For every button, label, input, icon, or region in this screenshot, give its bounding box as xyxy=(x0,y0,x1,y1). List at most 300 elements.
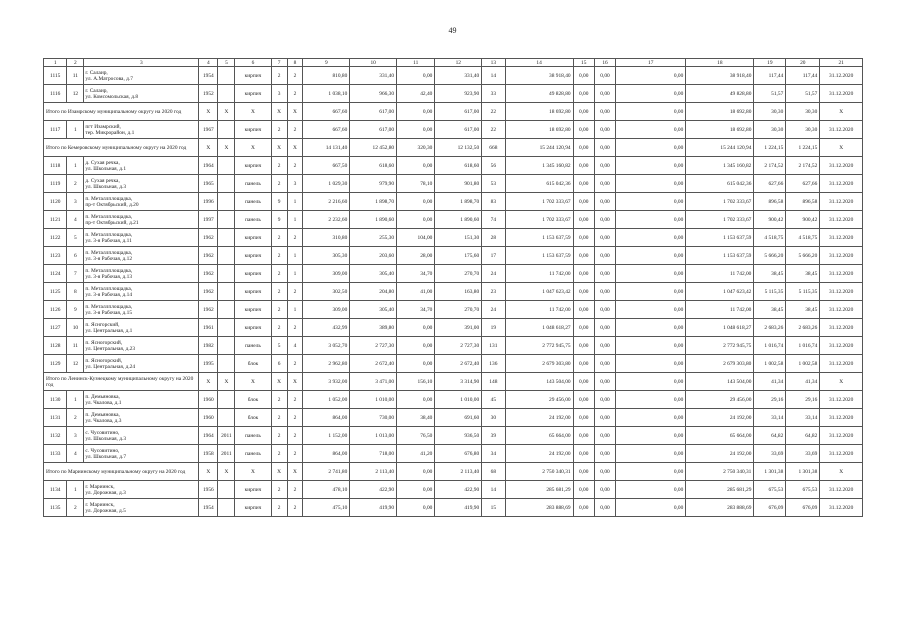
table-row xyxy=(44,121,863,139)
table-cell: 2 xyxy=(287,319,303,337)
table-cell: 33,14 xyxy=(786,409,820,427)
table-cell: 2 772 945,75 xyxy=(686,337,754,355)
table-cell: 0,00 xyxy=(397,337,435,355)
table-cell: 1 016,74 xyxy=(754,337,786,355)
table-cell: 1 xyxy=(67,481,84,499)
table-cell: 2 xyxy=(287,229,303,247)
table-row xyxy=(44,247,863,265)
subtotal-label: Итого по Ленинск-Кузнецкому муниципальному округу на 2020 год xyxy=(44,373,199,391)
table-cell xyxy=(218,409,235,427)
table-cell: 432,99 xyxy=(303,319,350,337)
table-cell: 3 xyxy=(67,427,84,445)
table-cell: 0,00 xyxy=(397,67,435,85)
table-cell: 2 672,40 xyxy=(435,355,482,373)
table-row xyxy=(44,265,863,283)
table-cell: 31.12.2020 xyxy=(820,247,863,265)
table-cell: 34 xyxy=(482,445,505,463)
table-cell: 305,40 xyxy=(350,301,397,319)
table-cell: 331,40 xyxy=(435,67,482,85)
table-cell: 31.12.2020 xyxy=(820,265,863,283)
table-cell: 64,82 xyxy=(754,427,786,445)
table-cell: 38,45 xyxy=(754,265,786,283)
table-cell: 0,00 xyxy=(594,499,615,517)
table-cell: 41,20 xyxy=(397,445,435,463)
subtotal-cell: 667,60 xyxy=(303,103,350,121)
subtotal-cell: X xyxy=(199,139,218,157)
subtotal-cell: X xyxy=(235,373,271,391)
column-number-cell: 13 xyxy=(482,59,505,67)
table-cell: 1120 xyxy=(44,193,67,211)
table-cell: 0,00 xyxy=(594,283,615,301)
table-cell: 1124 xyxy=(44,265,67,283)
table-cell: 0,00 xyxy=(573,301,594,319)
table-cell: 1 xyxy=(67,121,84,139)
column-number-cell: 19 xyxy=(754,59,786,67)
table-cell: 1122 xyxy=(44,229,67,247)
address-cell: п. Яснгорский, ул. Центральная, д.1 xyxy=(84,319,199,337)
subtotal-cell: 143 504,00 xyxy=(686,373,754,391)
table-cell: 33 xyxy=(482,85,505,103)
subtotal-cell: 30,30 xyxy=(786,103,820,121)
subtotal-row xyxy=(44,463,863,481)
table-cell: 0,00 xyxy=(397,193,435,211)
table-cell: 615 042,36 xyxy=(686,175,754,193)
table-cell: 1 010,00 xyxy=(435,391,482,409)
table-cell: 1115 xyxy=(44,67,67,85)
table-cell: 0,00 xyxy=(594,337,615,355)
subtotal-cell: 0,00 xyxy=(594,103,615,121)
table-cell: 0,00 xyxy=(594,445,615,463)
table-cell xyxy=(218,265,235,283)
subtotal-cell: 0,00 xyxy=(616,139,686,157)
column-number-cell: 12 xyxy=(435,59,482,67)
table-cell: 5 xyxy=(67,229,84,247)
table-cell: 5 115,35 xyxy=(786,283,820,301)
table-cell: 2 727,30 xyxy=(435,337,482,355)
table-cell: панель xyxy=(235,211,271,229)
table-cell: 31.12.2020 xyxy=(820,355,863,373)
table-cell: 2 xyxy=(271,283,287,301)
table-cell: 3 052,70 xyxy=(303,337,350,355)
table-cell: 5 xyxy=(271,337,287,355)
address-cell: п. Ясногорский, ул. Центральная, д.23 xyxy=(84,337,199,355)
subtotal-cell: 0,00 xyxy=(594,463,615,481)
table-cell xyxy=(218,247,235,265)
subtotal-cell: 2 113,40 xyxy=(350,463,397,481)
table-cell: 1967 xyxy=(199,121,218,139)
table-cell: 718,00 xyxy=(350,445,397,463)
subtotal-cell: 0,00 xyxy=(573,139,594,157)
table-cell: 7 xyxy=(67,265,84,283)
table-cell: 24 192,00 xyxy=(505,445,573,463)
table-cell: 38,40 xyxy=(397,409,435,427)
table-cell xyxy=(218,211,235,229)
table-cell xyxy=(218,175,235,193)
subtotal-cell: X xyxy=(287,139,303,157)
table-cell: кирпич xyxy=(235,319,271,337)
table-cell: кирпич xyxy=(235,67,271,85)
subtotal-cell: X xyxy=(218,103,235,121)
table-cell: 667,50 xyxy=(303,157,350,175)
subtotal-label: Итого по Кемеровскому муниципальному округу на 2020 год xyxy=(44,139,199,157)
table-cell: 0,00 xyxy=(594,67,615,85)
table-cell xyxy=(218,481,235,499)
subtotal-cell: X xyxy=(235,463,271,481)
column-number-cell: 16 xyxy=(594,59,615,67)
address-cell: г. Салаир, ул. А.Матросова, д.7 xyxy=(84,67,199,85)
table-cell: 1121 xyxy=(44,211,67,229)
table-row xyxy=(44,391,863,409)
table-cell: 136 xyxy=(482,355,505,373)
table-cell: 617,00 xyxy=(435,121,482,139)
table-cell: 285 681,29 xyxy=(505,481,573,499)
subtotal-cell: 148 xyxy=(482,373,505,391)
table-cell: 1952 xyxy=(199,85,218,103)
table-cell: 285 681,29 xyxy=(686,481,754,499)
table-cell: 38,45 xyxy=(786,265,820,283)
table-cell: 283 888,69 xyxy=(505,499,573,517)
table-cell: 0,00 xyxy=(573,445,594,463)
table-cell: 0,00 xyxy=(397,481,435,499)
table-cell: кирпич xyxy=(235,247,271,265)
table-cell: 1995 xyxy=(199,355,218,373)
table-cell: 11 742,00 xyxy=(686,265,754,283)
table-row xyxy=(44,211,863,229)
subtotal-row xyxy=(44,103,863,121)
table-cell: 24 192,00 xyxy=(505,409,573,427)
subtotal-cell: 0,00 xyxy=(573,103,594,121)
table-cell: 936,50 xyxy=(435,427,482,445)
table-cell xyxy=(218,229,235,247)
table-cell: 0,00 xyxy=(573,355,594,373)
table-cell: 1 345 160,82 xyxy=(686,157,754,175)
column-number-cell: 3 xyxy=(84,59,199,67)
table-cell: 1 345 160,82 xyxy=(505,157,573,175)
table-cell: 0,00 xyxy=(573,229,594,247)
table-cell: 0,00 xyxy=(594,193,615,211)
table-cell: кирпич xyxy=(235,85,271,103)
table-cell: 64,82 xyxy=(786,427,820,445)
table-cell: 730,00 xyxy=(350,409,397,427)
table-cell xyxy=(218,337,235,355)
table-cell xyxy=(218,391,235,409)
table-cell: 1134 xyxy=(44,481,67,499)
subtotal-cell: 1 224,15 xyxy=(754,139,786,157)
table-cell: 419,90 xyxy=(435,499,482,517)
table-cell: 0,00 xyxy=(616,409,686,427)
subtotal-cell: 2 741,80 xyxy=(303,463,350,481)
table-cell: 2 xyxy=(287,85,303,103)
table-cell: 11 xyxy=(67,67,84,85)
table-cell xyxy=(218,121,235,139)
address-cell: п. Металлплощадка, пр-т Октябрьский, д.20 xyxy=(84,193,199,211)
table-cell: блок xyxy=(235,391,271,409)
table-cell: 1 002,58 xyxy=(786,355,820,373)
table-cell: 2 772 945,75 xyxy=(505,337,573,355)
table-cell: 1962 xyxy=(199,283,218,301)
subtotal-cell: 1 224,15 xyxy=(786,139,820,157)
table-cell: 2 216,60 xyxy=(303,193,350,211)
table-cell: 5 666,20 xyxy=(754,247,786,265)
table-cell: 1 xyxy=(287,193,303,211)
table-cell: 0,00 xyxy=(616,391,686,409)
table-cell: 29 456,00 xyxy=(505,391,573,409)
table-cell: 28,00 xyxy=(397,247,435,265)
table-cell: 31.12.2020 xyxy=(820,319,863,337)
table-cell: 1 xyxy=(287,211,303,229)
table-cell: 1 702 333,67 xyxy=(686,211,754,229)
table-cell: 31.12.2020 xyxy=(820,211,863,229)
subtotal-cell: X xyxy=(820,373,863,391)
table-cell xyxy=(218,355,235,373)
table-cell: 1 898,70 xyxy=(435,193,482,211)
table-cell: 0,00 xyxy=(616,301,686,319)
table-cell: 0,00 xyxy=(594,121,615,139)
table-row xyxy=(44,85,863,103)
table-cell: 33,69 xyxy=(754,445,786,463)
column-number-cell: 14 xyxy=(505,59,573,67)
table-cell: 4 xyxy=(67,445,84,463)
table-cell xyxy=(218,157,235,175)
subtotal-cell: 18 692,80 xyxy=(505,103,573,121)
table-cell: 1 048 618,27 xyxy=(686,319,754,337)
subtotal-cell: 0,00 xyxy=(616,373,686,391)
table-cell: 24 xyxy=(482,265,505,283)
table-cell: 163,80 xyxy=(435,283,482,301)
subtotal-cell: 668 xyxy=(482,139,505,157)
address-cell: п. Металлплощадка, ул. 3-я Рабочая, д.15 xyxy=(84,301,199,319)
table-row xyxy=(44,481,863,499)
table-cell: 11 742,00 xyxy=(505,265,573,283)
table-cell: 310,80 xyxy=(303,229,350,247)
table-cell: 2 xyxy=(271,481,287,499)
table-cell: 627,66 xyxy=(754,175,786,193)
table-cell: блок xyxy=(235,355,271,373)
subtotal-cell: X xyxy=(271,103,287,121)
table-cell: 1 xyxy=(287,265,303,283)
table-cell: 3 xyxy=(287,175,303,193)
table-cell: 618,60 xyxy=(350,157,397,175)
table-cell xyxy=(218,67,235,85)
table-cell: панель xyxy=(235,337,271,355)
subtotal-cell: 320,30 xyxy=(397,139,435,157)
table-cell: 1135 xyxy=(44,499,67,517)
table-cell: 41,00 xyxy=(397,283,435,301)
table-cell: 1132 xyxy=(44,427,67,445)
table-cell: 1 048 618,27 xyxy=(505,319,573,337)
table-cell: 1962 xyxy=(199,265,218,283)
table-cell: 31.12.2020 xyxy=(820,175,863,193)
table-cell: 30 xyxy=(482,409,505,427)
subtotal-cell: X xyxy=(218,463,235,481)
table-cell: панель xyxy=(235,427,271,445)
subtotal-cell: 617,00 xyxy=(350,103,397,121)
table-cell: 0,00 xyxy=(616,157,686,175)
table-cell: 979,90 xyxy=(350,175,397,193)
table-cell: 0,00 xyxy=(573,337,594,355)
table-cell: 31.12.2020 xyxy=(820,283,863,301)
table-cell: 0,00 xyxy=(594,85,615,103)
table-cell: 0,00 xyxy=(616,121,686,139)
table-cell: 0,00 xyxy=(616,265,686,283)
subtotal-cell: X xyxy=(287,103,303,121)
table-row xyxy=(44,319,863,337)
table-cell: 2 xyxy=(287,283,303,301)
table-cell: 18 692,80 xyxy=(505,121,573,139)
table-cell: 1964 xyxy=(199,427,218,445)
table-cell: 83 xyxy=(482,193,505,211)
table-cell: 31.12.2020 xyxy=(820,427,863,445)
table-row xyxy=(44,355,863,373)
table-cell: кирпич xyxy=(235,301,271,319)
table-row xyxy=(44,427,863,445)
table-cell: 0,00 xyxy=(573,499,594,517)
table-cell: 65 664,00 xyxy=(686,427,754,445)
table-cell: 2 xyxy=(67,409,84,427)
address-cell: п. Металлплощадка, пр-т Октябрьский, д.21 xyxy=(84,211,199,229)
address-cell: п. Металлплощадка, ул. 3-я Рабочая, д.11 xyxy=(84,229,199,247)
table-cell: 0,00 xyxy=(594,211,615,229)
table-cell: 38 918,40 xyxy=(686,67,754,85)
table-cell: 4 518,75 xyxy=(786,229,820,247)
table-cell: 6 xyxy=(271,355,287,373)
table-row xyxy=(44,229,863,247)
table-cell: 5 115,35 xyxy=(754,283,786,301)
subtotal-cell: 22 xyxy=(482,103,505,121)
table-cell: 1 xyxy=(67,157,84,175)
table-cell: 31.12.2020 xyxy=(820,499,863,517)
table-cell: 0,00 xyxy=(616,337,686,355)
table-cell: 17 xyxy=(482,247,505,265)
table-cell xyxy=(218,85,235,103)
table-cell: 2 xyxy=(271,67,287,85)
table-cell: 4 xyxy=(67,211,84,229)
table-cell: 31.12.2020 xyxy=(820,85,863,103)
table-cell: 1116 xyxy=(44,85,67,103)
table-cell: 1 153 637,59 xyxy=(686,229,754,247)
table-cell: 104,00 xyxy=(397,229,435,247)
table-cell: 422,90 xyxy=(435,481,482,499)
table-cell: 1 047 623,42 xyxy=(686,283,754,301)
table-cell: 1 052,00 xyxy=(303,391,350,409)
table-cell: 1118 xyxy=(44,157,67,175)
table-cell: 0,00 xyxy=(397,121,435,139)
table-cell: 0,00 xyxy=(573,409,594,427)
table-cell: 29,16 xyxy=(786,391,820,409)
table-cell: 2 xyxy=(67,499,84,517)
column-number-cell: 8 xyxy=(287,59,303,67)
table-cell: 2 xyxy=(287,67,303,85)
column-number-cell: 21 xyxy=(820,59,863,67)
table-cell: 1965 xyxy=(199,175,218,193)
table-cell: 0,00 xyxy=(397,355,435,373)
subtotal-cell: 68 xyxy=(482,463,505,481)
table-cell: 1 010,00 xyxy=(350,391,397,409)
table-cell: 2011 xyxy=(218,427,235,445)
table-cell: 2 683,26 xyxy=(754,319,786,337)
address-cell: д. Сухая речка, ул. Школьная, д.3 xyxy=(84,175,199,193)
table-cell: 15 xyxy=(482,499,505,517)
table-cell: 3 xyxy=(67,193,84,211)
table-cell: 1 013,00 xyxy=(350,427,397,445)
table-cell: 31.12.2020 xyxy=(820,445,863,463)
table-cell: 2 xyxy=(287,391,303,409)
table-cell: 0,00 xyxy=(397,499,435,517)
table-cell: 331,40 xyxy=(350,67,397,85)
table-cell: 31.12.2020 xyxy=(820,67,863,85)
table-cell: 56 xyxy=(482,157,505,175)
table-cell: 1982 xyxy=(199,337,218,355)
table-cell: 24 xyxy=(482,301,505,319)
table-cell: панель xyxy=(235,445,271,463)
table-cell: 283 888,69 xyxy=(686,499,754,517)
table-cell: 1997 xyxy=(199,211,218,229)
table-cell: 1 702 333,67 xyxy=(686,193,754,211)
table-cell: 29 456,00 xyxy=(686,391,754,409)
subtotal-cell: 1 301,38 xyxy=(754,463,786,481)
column-number-cell: 17 xyxy=(616,59,686,67)
table-cell: 1 xyxy=(287,301,303,319)
table-cell: 2 xyxy=(271,229,287,247)
table-cell: 2 xyxy=(287,499,303,517)
column-number-cell: 10 xyxy=(350,59,397,67)
table-cell: 305,40 xyxy=(350,265,397,283)
subtotal-cell: 2 750 340,31 xyxy=(505,463,573,481)
table-cell: 0,00 xyxy=(594,301,615,319)
table-cell: 478,10 xyxy=(303,481,350,499)
subtotal-cell: X xyxy=(271,139,287,157)
table-cell: 617,00 xyxy=(350,121,397,139)
subtotal-label: Итого по Изамрскому муниципальному округу на 2020 год xyxy=(44,103,199,121)
table-cell: 5 666,20 xyxy=(786,247,820,265)
table-cell: 12 xyxy=(67,355,84,373)
table-cell: 2 679 303,80 xyxy=(505,355,573,373)
table-cell: 2011 xyxy=(218,445,235,463)
table-row xyxy=(44,67,863,85)
column-number-cell: 6 xyxy=(235,59,271,67)
table-cell: 0,00 xyxy=(573,85,594,103)
table-cell: 1129 xyxy=(44,355,67,373)
table-cell: 0,00 xyxy=(573,283,594,301)
subtotal-cell: 14 131,40 xyxy=(303,139,350,157)
table-cell: 1125 xyxy=(44,283,67,301)
table-cell: 302,50 xyxy=(303,283,350,301)
table-cell: 4 xyxy=(287,337,303,355)
table-cell: 1130 xyxy=(44,391,67,409)
table-row xyxy=(44,445,863,463)
table-cell: 9 xyxy=(271,211,287,229)
table-cell: 0,00 xyxy=(616,175,686,193)
table-row xyxy=(44,283,863,301)
table-cell: 14 xyxy=(482,67,505,85)
subtotal-row xyxy=(44,373,863,391)
table-cell: 22 xyxy=(482,121,505,139)
subtotal-cell: 2 750 340,31 xyxy=(686,463,754,481)
table-cell xyxy=(218,283,235,301)
table-cell: 0,00 xyxy=(573,121,594,139)
subtotal-cell: X xyxy=(199,103,218,121)
table-cell: 38,45 xyxy=(754,301,786,319)
table-cell: 2 xyxy=(271,247,287,265)
table-cell: 1 153 637,59 xyxy=(505,229,573,247)
table-cell: 1 153 637,59 xyxy=(686,247,754,265)
table-cell: 618,60 xyxy=(435,157,482,175)
table-cell: 0,00 xyxy=(616,247,686,265)
table-cell: 255,30 xyxy=(350,229,397,247)
table-cell: 0,00 xyxy=(573,391,594,409)
subtotal-cell: 0,00 xyxy=(397,463,435,481)
table-cell: 0,00 xyxy=(397,211,435,229)
